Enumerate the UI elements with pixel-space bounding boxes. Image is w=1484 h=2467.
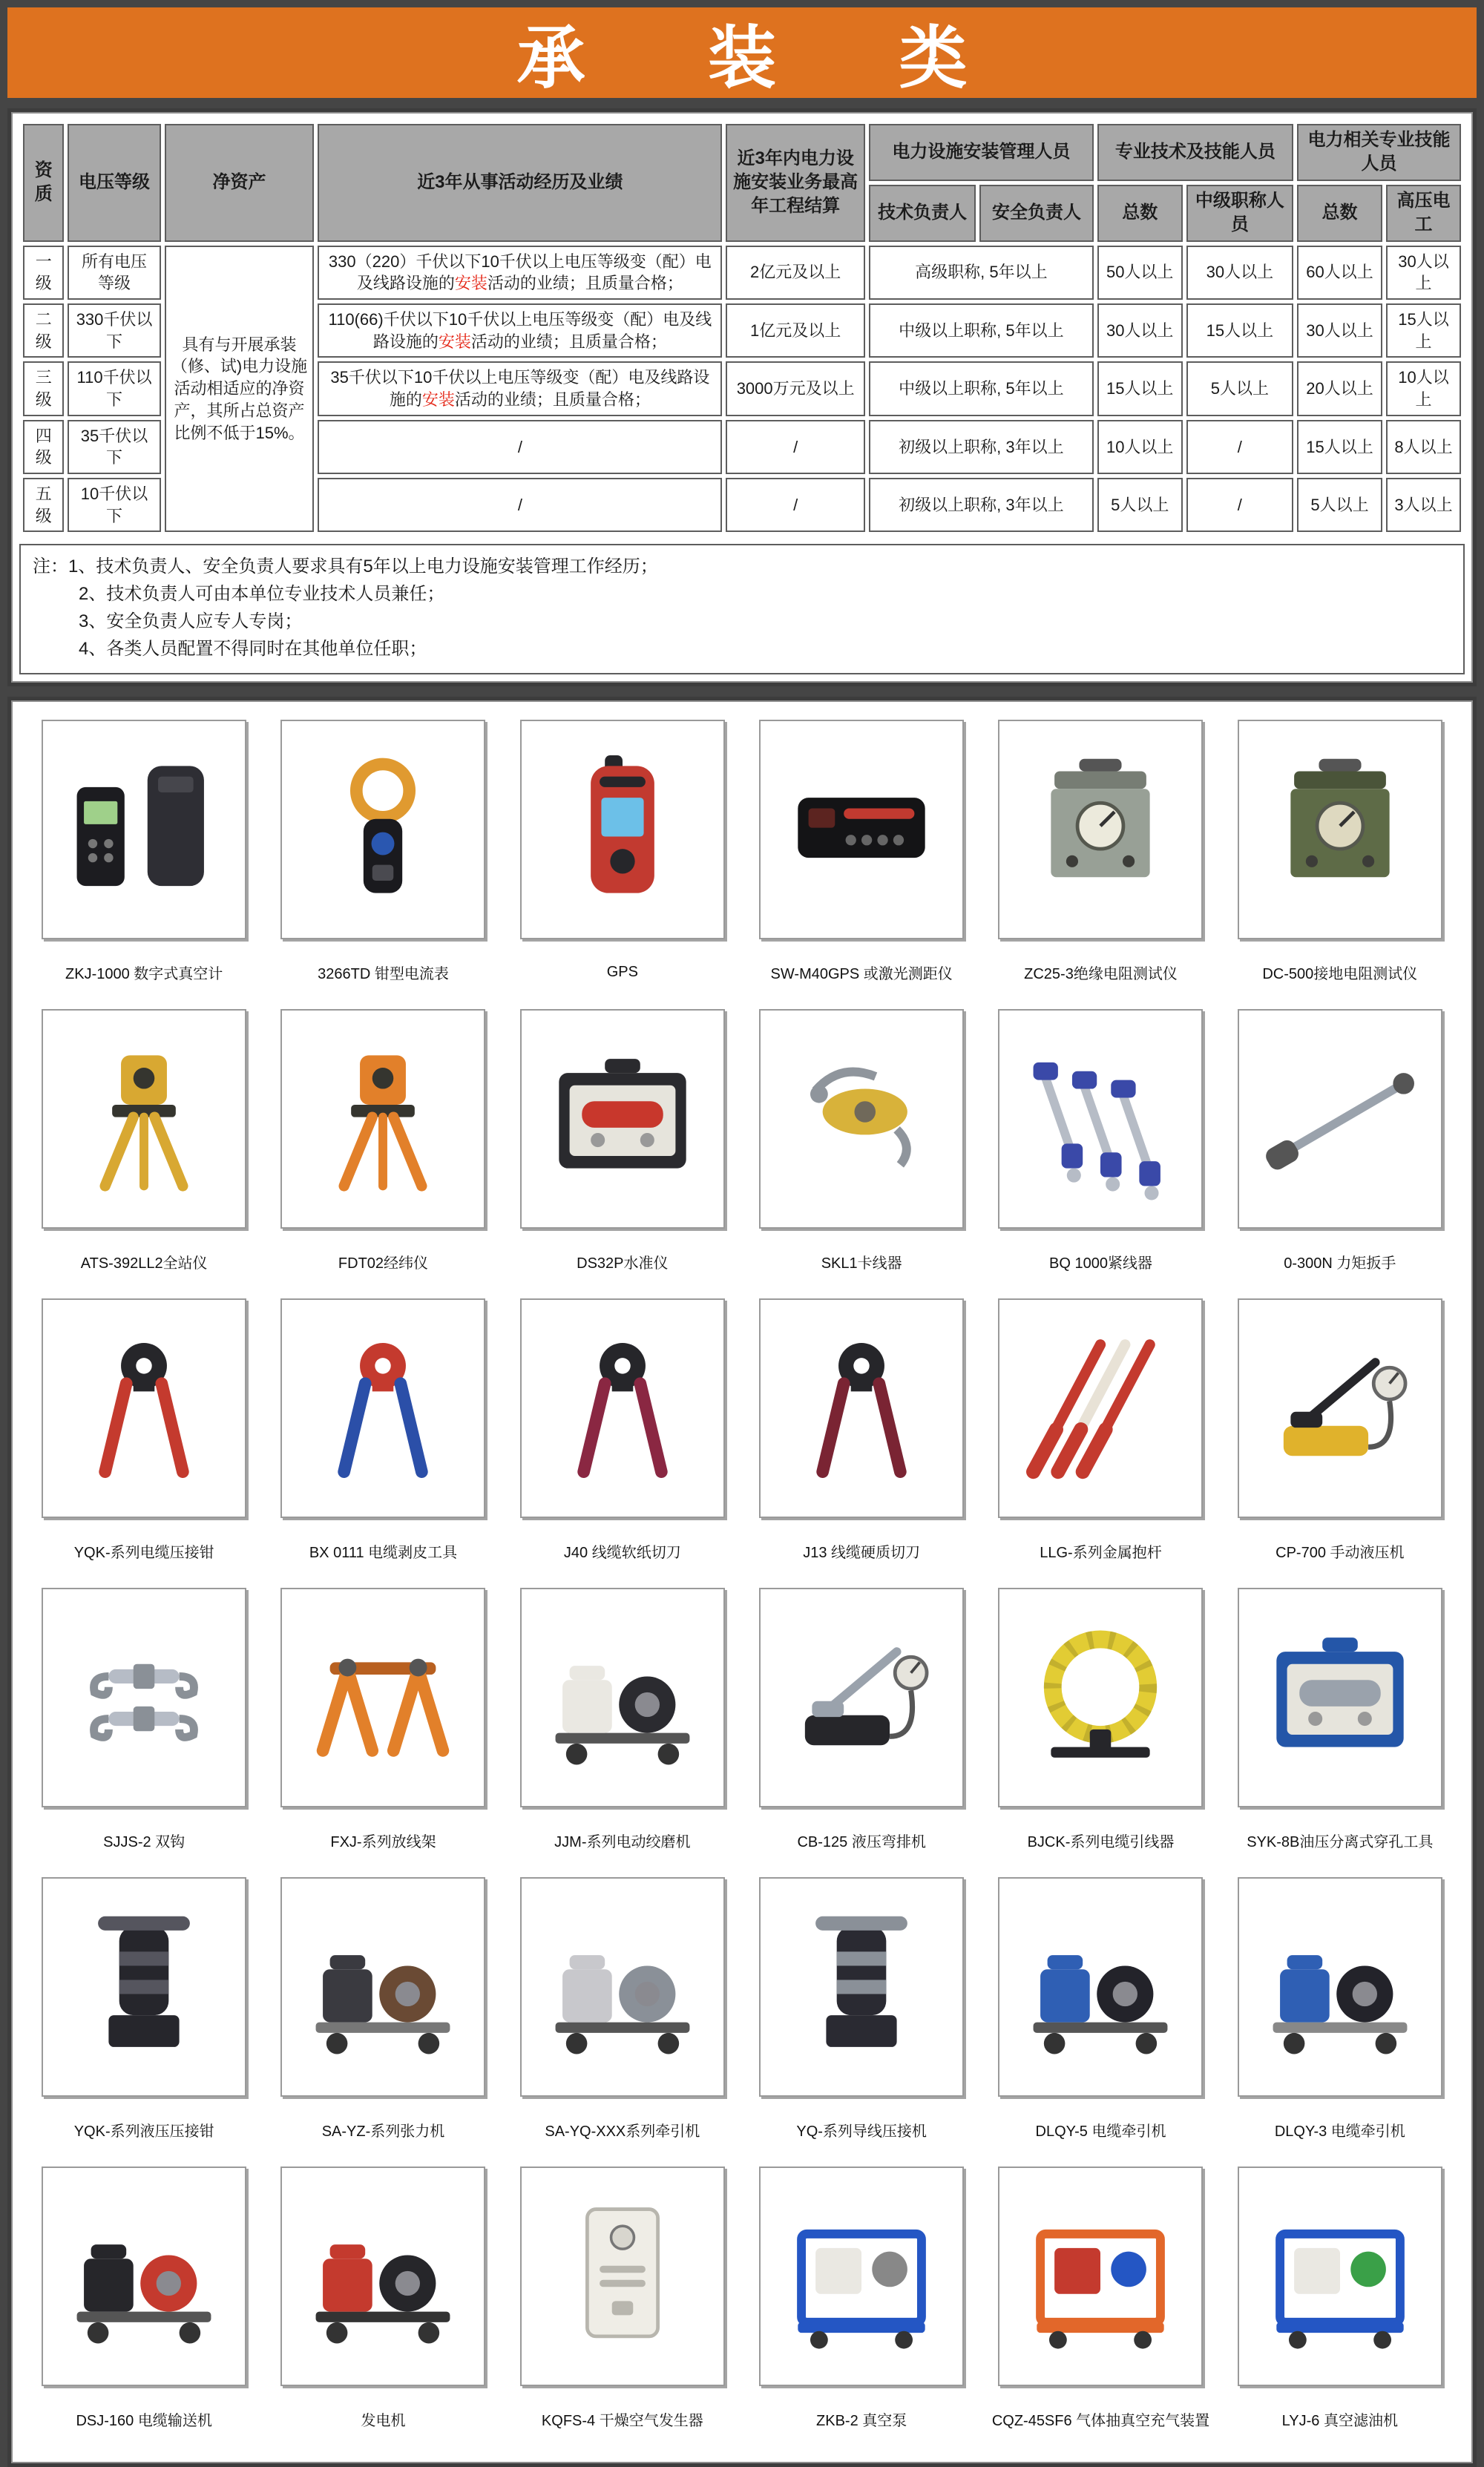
equipment-caption: SA-YZ-系列张力机 <box>321 2123 445 2140</box>
voltage-cell: 所有电压等级 <box>68 246 160 300</box>
prof-total-cell: 10人以上 <box>1097 420 1183 474</box>
machine-photo <box>42 2167 246 2386</box>
equipment-caption: LLG-系列金属抱杆 <box>1040 1544 1162 1561</box>
header-zizhi: 资质 <box>23 124 64 242</box>
header-prof-group: 专业技术及技能人员 <box>1097 124 1293 181</box>
prof-mid-cell: 5人以上 <box>1186 361 1293 415</box>
equipment-item-26 <box>263 1877 502 2162</box>
prof-total-cell: 5人以上 <box>1097 478 1183 532</box>
equipment-item-22 <box>742 1588 981 1873</box>
meters-photo <box>42 720 246 939</box>
note-line-1: 注：1、技术负责人、安全负责人要求具有5年以上电力设施安装管理工作经历； <box>33 556 658 577</box>
cutter-photo <box>280 1298 485 1518</box>
cutter-illustration-icon <box>534 1313 711 1503</box>
clamp-photo <box>280 720 485 939</box>
skill-total-cell: 60人以上 <box>1297 246 1382 300</box>
note-line-4: 4、各类人员配置不得同时在其他单位任职； <box>79 639 427 660</box>
machine-photo <box>520 1877 725 2097</box>
machine-illustration-icon <box>1012 1892 1189 2082</box>
cutter-illustration-icon <box>773 1313 950 1503</box>
equipment-item-21 <box>503 1588 742 1873</box>
equipment-caption: BJCK-系列电缆引线器 <box>1027 1833 1175 1850</box>
header-skill-hv: 高压电工 <box>1386 185 1461 242</box>
equipment-item-13 <box>24 1298 263 1583</box>
tripod-photo <box>42 1009 246 1229</box>
equipment-caption: ZKJ-1000 数字式真空计 <box>65 965 223 982</box>
equipment-caption: JJM-系列电动绞磨机 <box>554 1833 691 1850</box>
equipment-item-23 <box>981 1588 1220 1873</box>
equipment-item-15 <box>503 1298 742 1583</box>
equipment-caption: ATS-392LL2全站仪 <box>80 1255 208 1272</box>
grips3-illustration-icon <box>1012 1024 1189 1214</box>
equipment-item-10 <box>742 1009 981 1294</box>
experience-cell: 35千伏以下10千伏以上电压等级变（配）电及线路设施的安装活动的业绩；且质量合格； <box>318 361 722 415</box>
coil-illustration-icon <box>1012 1603 1189 1793</box>
header-mgmt-tech: 技术负责人 <box>869 185 976 242</box>
equipment-item-34 <box>742 2167 981 2451</box>
pump-photo <box>759 1588 964 1807</box>
equipment-caption: ZC25-3绝缘电阻测试仪 <box>1024 965 1178 982</box>
equipment-caption: FXJ-系列放线架 <box>330 1833 436 1850</box>
voltage-cell: 110千伏以下 <box>68 361 160 415</box>
net-assets-cell: 具有与开展承装（修、试)电力设施活动相适应的净资产，其所占总资产比例不低于15%。 <box>165 246 315 533</box>
header-prof-mid: 中级职称人员 <box>1186 185 1293 242</box>
machine-illustration-icon <box>295 1892 471 2082</box>
note-line-3: 3、安全负责人应专人专岗； <box>79 611 303 632</box>
hooks-illustration-icon <box>56 1603 232 1793</box>
title-banner <box>7 7 1477 98</box>
equipment-caption: CQZ-45SF6 气体抽真空充气装置 <box>991 2412 1210 2429</box>
equipment-caption: 0-300N 力矩扳手 <box>1284 1255 1396 1272</box>
equipment-item-29 <box>981 1877 1220 2162</box>
header-settlement: 近3年内电力设施安装业务最高年工程结算 <box>726 124 865 242</box>
prof-mid-cell: 15人以上 <box>1186 303 1293 358</box>
equipment-caption: 发电机 <box>361 2412 406 2429</box>
equipment-item-11 <box>981 1009 1220 1294</box>
meters-illustration-icon <box>56 735 232 924</box>
equipment-item-4 <box>742 720 981 1005</box>
poles-photo <box>998 1298 1203 1518</box>
equipment-item-31 <box>24 2167 263 2451</box>
header-skill-group: 电力相关专业技能人员 <box>1297 124 1461 181</box>
cabinet-photo <box>520 2167 725 2386</box>
experience-highlight: 安装 <box>438 332 471 351</box>
rod-illustration-icon <box>1252 1024 1428 1214</box>
voltage-cell: 35千伏以下 <box>68 420 160 474</box>
skill-hv-cell: 15人以上 <box>1386 303 1461 358</box>
equipment-item-32 <box>263 2167 502 2451</box>
equipment-caption: DLQY-3 电缆牵引机 <box>1274 2123 1405 2140</box>
case-illustration-icon <box>1252 1603 1428 1793</box>
skill-hv-cell: 30人以上 <box>1386 246 1461 300</box>
mgmt-cell: 中级以上职称, 5年以上 <box>869 303 1094 358</box>
equipment-caption: SJJS-2 双钩 <box>103 1833 186 1850</box>
prof-mid-cell: / <box>1186 420 1293 474</box>
cutter-illustration-icon <box>295 1313 471 1503</box>
equipment-item-7 <box>24 1009 263 1294</box>
note-line-2: 2、技术负责人可由本单位专业技术人员兼任； <box>79 584 445 605</box>
prof-total-cell: 30人以上 <box>1097 303 1183 358</box>
cabinet-illustration-icon <box>534 2181 711 2371</box>
machine-photo <box>280 1877 485 2097</box>
poles-illustration-icon <box>1012 1313 1189 1503</box>
machine-illustration-icon <box>534 1603 711 1793</box>
header-net-assets: 净资产 <box>165 124 315 242</box>
equipment-item-16 <box>742 1298 981 1583</box>
equipment-item-36 <box>1221 2167 1460 2451</box>
experience-cell: 330（220）千伏以下10千伏以上电压等级变（配）电及线路设施的安装活动的业绩；且质量合格； <box>318 246 722 300</box>
equipment-caption: J13 线缆硬质切刀 <box>803 1544 921 1561</box>
equipment-grid <box>11 700 1473 2463</box>
presshead-photo <box>759 1877 964 2097</box>
table-header <box>23 124 1461 242</box>
qual-row-1 <box>23 246 1461 300</box>
equipment-item-17 <box>981 1298 1220 1583</box>
level-cell: 三级 <box>23 361 64 415</box>
dialbox-illustration-icon <box>1012 735 1189 924</box>
grip-photo <box>759 1009 964 1229</box>
aframe-photo <box>280 1588 485 1807</box>
equipment-caption: KQFS-4 干燥空气发生器 <box>541 2412 703 2429</box>
equipment-caption: ZKB-2 真空泵 <box>816 2412 907 2429</box>
equipment-item-25 <box>24 1877 263 2162</box>
grip-illustration-icon <box>773 1024 950 1214</box>
equipment-caption: DSJ-160 电缆输送机 <box>76 2412 212 2429</box>
cutter-photo <box>520 1298 725 1518</box>
notes-box <box>19 544 1465 674</box>
equipment-item-28 <box>742 1877 981 2162</box>
equipment-item-6 <box>1221 720 1460 1005</box>
equipment-caption: J40 线缆软纸切刀 <box>563 1544 681 1561</box>
equipment-item-33 <box>503 2167 742 2451</box>
grips3-photo <box>998 1009 1203 1229</box>
skid-photo <box>759 2167 964 2386</box>
prof-total-cell: 50人以上 <box>1097 246 1183 300</box>
hooks-photo <box>42 1588 246 1807</box>
settlement-cell: 3000万元及以上 <box>726 361 865 415</box>
clamp-illustration-icon <box>295 735 471 924</box>
equipment-caption: CP-700 手动液压机 <box>1275 1544 1405 1561</box>
experience-highlight: 安装 <box>421 390 455 409</box>
level-cell: 二级 <box>23 303 64 358</box>
equipment-caption: CB-125 液压弯排机 <box>797 1833 926 1850</box>
cutter-illustration-icon <box>56 1313 232 1503</box>
equipment-caption: FDT02经纬仪 <box>338 1255 429 1272</box>
machine-photo <box>1238 1877 1442 2097</box>
equipment-item-1 <box>24 720 263 1005</box>
machine-photo <box>998 1877 1203 2097</box>
equipment-item-18 <box>1221 1298 1460 1583</box>
equipment-caption: LYJ-6 真空滤油机 <box>1281 2412 1398 2429</box>
header-experience: 近3年从事活动经历及业绩 <box>318 124 722 242</box>
mgmt-cell: 初级以上职称, 3年以上 <box>869 420 1094 474</box>
equipment-item-19 <box>24 1588 263 1873</box>
page-title: 承 装 类 <box>516 21 990 96</box>
equipment-caption: DS32P水准仪 <box>577 1255 669 1272</box>
widemeter-photo <box>759 720 964 939</box>
pump-photo <box>1238 1298 1442 1518</box>
equipment-item-5 <box>981 720 1220 1005</box>
machine-illustration-icon <box>1252 1892 1428 2082</box>
equipment-item-12 <box>1221 1009 1460 1294</box>
prof-mid-cell: / <box>1186 478 1293 532</box>
pump-illustration-icon <box>1252 1313 1428 1503</box>
level-cell: 五级 <box>23 478 64 532</box>
presshead-illustration-icon <box>56 1892 232 2082</box>
dialbox-photo <box>1238 720 1442 939</box>
machine-photo <box>520 1588 725 1807</box>
equipment-caption: SA-YQ-XXX系列牵引机 <box>545 2123 700 2140</box>
prof-mid-cell: 30人以上 <box>1186 246 1293 300</box>
skid-illustration-icon <box>1012 2181 1189 2371</box>
equipment-caption: YQK-系列电缆压接钳 <box>73 1544 214 1561</box>
rod-photo <box>1238 1009 1442 1229</box>
skill-total-cell: 20人以上 <box>1297 361 1382 415</box>
voltage-cell: 330千伏以下 <box>68 303 160 358</box>
gps-photo <box>520 720 725 939</box>
settlement-cell: 2亿元及以上 <box>726 246 865 300</box>
mgmt-cell: 高级职称, 5年以上 <box>869 246 1094 300</box>
equipment-item-35 <box>981 2167 1220 2451</box>
pump-illustration-icon <box>773 1603 950 1793</box>
equipment-caption: YQ-系列导线压接机 <box>796 2123 927 2140</box>
header-prof-total: 总数 <box>1097 185 1183 242</box>
equipment-caption: GPS <box>606 963 638 980</box>
level-cell: 四级 <box>23 420 64 474</box>
equipment-caption: BQ 1000紧线器 <box>1049 1255 1152 1272</box>
qual-table-body <box>23 246 1461 533</box>
equipment-caption: BX 0111 电缆剥皮工具 <box>309 1544 458 1561</box>
skid-illustration-icon <box>773 2181 950 2371</box>
dialbox-illustration-icon <box>1252 735 1428 924</box>
dialbox-photo <box>998 720 1203 939</box>
skid-illustration-icon <box>1252 2181 1428 2371</box>
equipment-item-8 <box>263 1009 502 1294</box>
equipment-item-14 <box>263 1298 502 1583</box>
skill-hv-cell: 3人以上 <box>1386 478 1461 532</box>
widemeter-illustration-icon <box>773 735 950 924</box>
skid-photo <box>1238 2167 1442 2386</box>
cutter-photo <box>759 1298 964 1518</box>
skill-total-cell: 5人以上 <box>1297 478 1382 532</box>
header-skill-total: 总数 <box>1297 185 1382 242</box>
tripod-illustration-icon <box>295 1024 471 1214</box>
machine-illustration-icon <box>56 2181 232 2371</box>
case-photo <box>520 1009 725 1229</box>
equipment-caption: DLQY-5 电缆牵引机 <box>1035 2123 1166 2140</box>
presshead-photo <box>42 1877 246 2097</box>
equipment-caption: SKL1卡线器 <box>821 1255 902 1272</box>
skill-hv-cell: 10人以上 <box>1386 361 1461 415</box>
equipment-item-2 <box>263 720 502 1005</box>
settlement-cell: / <box>726 420 865 474</box>
level-cell: 一级 <box>23 246 64 300</box>
skill-hv-cell: 8人以上 <box>1386 420 1461 474</box>
case-illustration-icon <box>534 1024 711 1214</box>
cutter-photo <box>42 1298 246 1518</box>
experience-cell: / <box>318 478 722 532</box>
equipment-caption: SYK-8B油压分离式穿孔工具 <box>1247 1833 1434 1850</box>
coil-photo <box>998 1588 1203 1807</box>
prof-total-cell: 15人以上 <box>1097 361 1183 415</box>
equipment-item-9 <box>503 1009 742 1294</box>
machine-photo <box>280 2167 485 2386</box>
equipment-item-20 <box>263 1588 502 1873</box>
skid-photo <box>998 2167 1203 2386</box>
skill-total-cell: 30人以上 <box>1297 303 1382 358</box>
experience-cell: / <box>318 420 722 474</box>
equipment-item-24 <box>1221 1588 1460 1873</box>
header-mgmt-safety: 安全负责人 <box>979 185 1093 242</box>
machine-illustration-icon <box>295 2181 471 2371</box>
case-photo <box>1238 1588 1442 1807</box>
tripod-photo <box>280 1009 485 1229</box>
equipment-caption: YQK-系列液压压接钳 <box>73 2123 214 2140</box>
equipment-item-27 <box>503 1877 742 2162</box>
machine-illustration-icon <box>534 1892 711 2082</box>
voltage-cell: 10千伏以下 <box>68 478 160 532</box>
skill-total-cell: 15人以上 <box>1297 420 1382 474</box>
aframe-illustration-icon <box>295 1603 471 1793</box>
qualification-panel <box>7 108 1477 686</box>
equipment-caption: SW-M40GPS 或激光测距仪 <box>770 965 953 982</box>
tripod-illustration-icon <box>56 1024 232 1214</box>
mgmt-cell: 初级以上职称, 3年以上 <box>869 478 1094 532</box>
equipment-item-3 <box>503 720 742 1005</box>
equipment-item-30 <box>1221 1877 1460 2162</box>
experience-cell: 110(66)千伏以下10千伏以上电压等级变（配）电及线路设施的安装活动的业绩；且质量合格； <box>318 303 722 358</box>
presshead-illustration-icon <box>773 1892 950 2082</box>
settlement-cell: 1亿元及以上 <box>726 303 865 358</box>
header-voltage: 电压等级 <box>68 124 160 242</box>
mgmt-cell: 中级以上职称, 5年以上 <box>869 361 1094 415</box>
experience-highlight: 安装 <box>454 274 487 293</box>
gps-illustration-icon <box>534 735 711 924</box>
qualification-table <box>19 120 1465 536</box>
equipment-caption: DC-500接地电阻测试仪 <box>1262 965 1418 982</box>
equipment-caption: 3266TD 钳型电流表 <box>318 965 449 982</box>
equipment-panel <box>7 697 1477 2467</box>
header-mgmt-group: 电力设施安装管理人员 <box>869 124 1094 181</box>
settlement-cell: / <box>726 478 865 532</box>
